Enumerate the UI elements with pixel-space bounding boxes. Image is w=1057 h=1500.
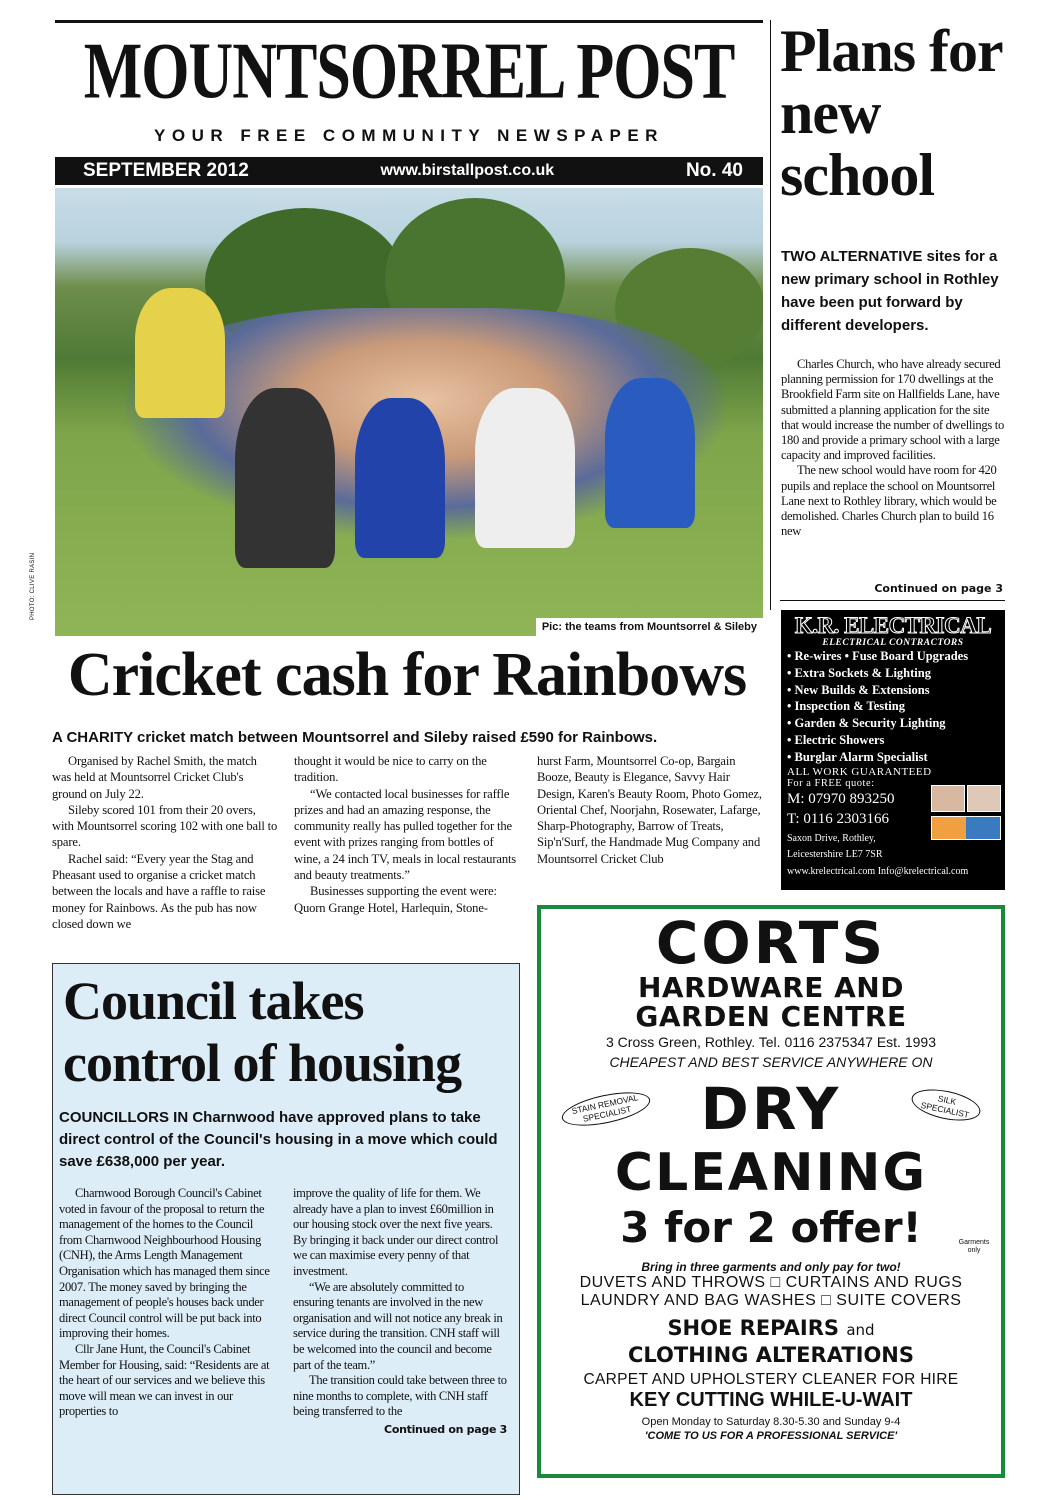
kr-address: Leicestershire LE7 7SR: [787, 848, 883, 860]
and-text: and: [846, 1321, 875, 1339]
paragraph: “We contacted local businesses for raffle prizes and had an amazing response, the community really has pulled together for the event with prizes ranging from bottles of wine, a 24 inch TV, meals in local restaurants and beauty treatments.”: [294, 786, 517, 883]
kr-name: K.R. ELECTRICAL: [794, 613, 992, 638]
masthead-rule: [55, 20, 763, 23]
divider: [780, 600, 1005, 601]
corts-offer: 3 for 2 offer!: [620, 1203, 922, 1252]
stain-removal-stamp: STAIN REMOVAL SPECIALIST: [559, 1086, 653, 1132]
paragraph: “We are absolutely committed to ensuring tenants are involved in the new organisation and will not notice any break in service during the transition. CNH staff will be welcomed into the council and become part of the team.”: [293, 1279, 503, 1372]
paragraph: Businesses supporting the event were: Quorn Grange Hotel, Harlequin, Stone-: [294, 884, 497, 915]
kr-service: • Garden & Security Lighting: [787, 716, 946, 731]
lead-column-2: [294, 753, 520, 916]
corts-title: CORTS: [655, 909, 887, 977]
council-headline: Council takes control of housing: [63, 971, 462, 1093]
cricket-teams-photo: [55, 188, 763, 636]
wiring-photo: [967, 785, 1001, 812]
issue-number: No. 40: [685, 160, 743, 181]
council-standfirst: COUNCILLORS IN Charnwood have approved plans to take direct control of the Council's housing in a move which could save £638,000 per year.: [59, 1109, 498, 1170]
lead-headline: Cricket cash for Rainbows: [67, 641, 747, 709]
kr-service: • New Builds & Extensions: [787, 682, 930, 697]
opening-hours: Open Monday to Saturday 8.30-5.30 and Sunday 9-4: [641, 1416, 901, 1428]
kr-address: Saxon Drive, Rothley,: [787, 832, 876, 844]
corts-bring: Bring in three garments and only pay for two!: [641, 1260, 901, 1274]
corts-slogan: CHEAPEST AND BEST SERVICE ANYWHERE ON: [609, 1054, 933, 1070]
paragraph: Cllr Jane Hunt, the Council's Cabinet Member for Housing, said: “Residents are at the heart of our services and we believe this move will mean we can invest in our properties to: [59, 1341, 270, 1419]
kr-web[interactable]: www.krelectrical.com Info@krelectrical.com: [787, 865, 969, 877]
corts-subtitle: HARDWARE AND: [638, 971, 904, 1004]
school-standfirst: TWO ALTERNATIVE sites for a new primary school in Rothley have been put forward by different developers.: [781, 248, 999, 334]
masthead-bar: [55, 157, 763, 185]
council-article-box: [52, 963, 520, 1495]
lead-standfirst: A CHARITY cricket match between Mountsorrel and Sileby raised £590 for Rainbows.: [52, 729, 658, 746]
corts-cleaning: CLEANING: [614, 1143, 928, 1203]
corts-services: DUVETS AND THROWS □ CURTAINS AND RUGS: [579, 1274, 963, 1291]
corts-address: 3 Cross Green, Rothley. Tel. 0116 2375347 Est. 1993: [606, 1034, 936, 1050]
clothing-alterations: CLOTHING ALTERATIONS: [627, 1343, 915, 1367]
masthead-title: MOUNTSORREL POST: [83, 27, 735, 116]
kr-electrical-ad: [781, 610, 1005, 890]
school-headline: Plans for new school: [780, 18, 1002, 208]
masthead-subtitle: YOUR FREE COMMUNITY NEWSPAPER: [154, 126, 664, 145]
kr-service: • Re-wires • Fuse Board Upgrades: [787, 649, 969, 663]
photo-caption: Pic: the teams from Mountsorrel & Sileby: [536, 618, 763, 636]
paragraph: Charles Church, who have already secured planning permission for 170 dwellings at the Brookfield Farm site on Hallfields Lane, have submitted a planning application for the site that would increase the number of dwellings to 180 and provide a primary school with a large capacity and improved facilities.: [781, 357, 1004, 463]
issue-date: SEPTEMBER 2012: [83, 160, 249, 181]
kr-service: • Extra Sockets & Lighting: [787, 665, 931, 680]
kr-service: • Burglar Alarm Specialist: [787, 749, 928, 764]
paragraph: Sileby scored 101 from their 20 overs, with Mountsorrel scoring 102 with one ball to spare.: [52, 802, 278, 850]
paragraph: Charnwood Borough Council's Cabinet voted in favour of the proposal to return the management of the homes to the Council from Charnwood Neighbourhood Housing (CNH), the Arms Length Management Organisation which has managed them since 2007. The money saved by bringing the management of people's houses back under direct Council control will be put back into improving their homes.: [59, 1186, 270, 1341]
kr-mobile: M: 07970 893250: [787, 790, 895, 807]
kr-guarantee: ALL WORK GUARANTEED: [787, 765, 932, 778]
kr-quote: For a FREE quote:: [787, 777, 875, 789]
corts-services: LAUNDRY AND BAG WASHES □ SUITE COVERS: [580, 1292, 962, 1309]
lead-column-3: [537, 753, 763, 867]
corts-subtitle: GARDEN CENTRE: [635, 1000, 907, 1033]
corts-motto: 'COME TO US FOR A PROFESSIONAL SERVICE': [644, 1430, 898, 1442]
carpet-cleaner: CARPET AND UPHOLSTERY CLEANER FOR HIRE: [583, 1371, 959, 1388]
column-rule: [770, 20, 771, 610]
council-column-2: [293, 1186, 507, 1438]
paragraph: The transition could take between three to nine months to complete, with CNH staff being transferred to the: [293, 1373, 507, 1419]
paragraph: The new school would have room for 420 pupils and replace the school on Mountsorrel Lane next to Rothley library, which would be demolished. Charles Church plan to build 16 new: [781, 463, 997, 539]
paragraph: thought it would be nice to carry on the tradition.: [294, 754, 487, 785]
kr-service: • Electric Showers: [787, 732, 885, 747]
corts-ad: [537, 905, 1005, 1478]
paragraph: improve the quality of life for them. We already have a plan to invest £60million in our housing stock over the next five years. By bringing it back under our direct control we can maximise every penny of that investment.: [293, 1186, 499, 1278]
school-continued-link[interactable]: Continued on page 3: [874, 582, 1003, 595]
kr-service: • Inspection & Testing: [787, 699, 905, 714]
garments-note: Garments only: [958, 1239, 990, 1254]
school-body: [781, 357, 1005, 539]
paragraph: hurst Farm, Mountsorrel Co-op, Bargain Booze, Beauty is Elegance, Savvy Hair Design, Karen's Beauty Room, Photo Gomez, Oriental Chef, Noorjahn, Rosewater, Lafarge, Sharp-Photography, Barrow of Treats, Sip'n'Surf, the Handmade Mug Company and Mountsorrel Cricket Club: [537, 754, 762, 866]
photo-credit: PHOTO: CLIVE RASIN: [30, 552, 36, 620]
paragraph: Organised by Rachel Smith, the match was held at Mountsorrel Cricket Club's ground on July 22.: [52, 754, 257, 801]
shoe-repairs: SHOE REPAIRS: [667, 1316, 839, 1340]
council-continued-link[interactable]: Continued on page 3: [384, 1422, 507, 1436]
kr-tagline: ELECTRICAL CONTRACTORS: [822, 638, 964, 648]
key-cutting: KEY CUTTING WHILE-U-WAIT: [629, 1389, 913, 1411]
lead-column-1: [52, 753, 278, 932]
corts-dry: DRY: [700, 1075, 842, 1143]
accreditation-logos: [931, 816, 1001, 840]
silk-specialist-stamp: SILK SPECIALIST: [909, 1084, 983, 1126]
kr-tel: T: 0116 2303166: [787, 810, 890, 827]
website-link[interactable]: www.birstallpost.co.uk: [380, 162, 555, 179]
electrician-photo: [931, 785, 965, 812]
paragraph: Rachel said: “Every year the Stag and Pheasant used to organise a cricket match between the locals and have a raffle to raise money for Rainbows. As the pub has now closed down we: [52, 851, 266, 931]
council-column-1: [59, 1186, 275, 1420]
